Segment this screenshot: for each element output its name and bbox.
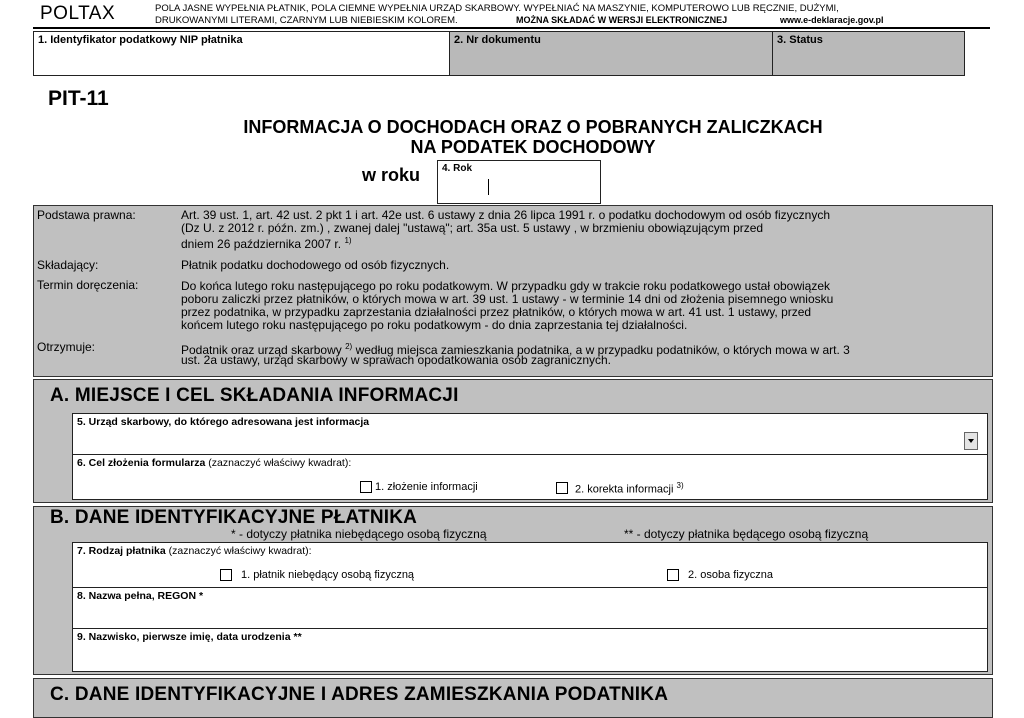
nip-label: 1. Identyfikator podatkowy NIP płatnika: [38, 34, 243, 46]
section-a-title: A. MIEJSCE I CEL SKŁADANIA INFORMACJI: [50, 385, 459, 406]
header-rule: [33, 27, 990, 29]
deadline-label: Termin doręczenia:: [37, 278, 139, 292]
status-field: [772, 31, 965, 76]
form-code: PIT-11: [48, 87, 109, 110]
payer-non-natural-checkbox[interactable]: [220, 569, 232, 581]
year-field[interactable]: [437, 160, 601, 204]
header-instructions-2: DRUKOWANYMI LITERAMI, CZARNYM LUB NIEBIESKIM KOLOREM.: [155, 15, 458, 26]
deadline-4: końcem lutego roku następującego po roku podatkowym - do dnia zaprzestania tej działalności.: [181, 318, 688, 332]
recipient-1: Podatnik oraz urząd skarbowy $^{2)}$ według miejsca zamieszkania podatnika, a w przypadku podatników, o których mowa w art. 3: [181, 342, 850, 357]
header-website-link[interactable]: www.e-deklaracje.gov.pl: [780, 15, 884, 25]
nip-field[interactable]: [33, 31, 451, 76]
deadline-1: Do końca lutego roku następującego po roku podatkowym. W przypadku gdy w trakcie roku podatkowego ustał obowiązek: [181, 279, 831, 293]
purpose-option-correction[interactable]: 2. korekta informacji $^{3)}$: [556, 481, 684, 496]
legal-basis-3: dniem 26 października 2007 r. $^{1)}$: [181, 236, 352, 251]
year-label: 4. Rok: [442, 163, 473, 174]
purpose-field: [72, 454, 988, 500]
payer-type-option-non-natural[interactable]: 1. płatnik niebędący osobą fizyczną: [220, 569, 414, 581]
tax-office-field[interactable]: [72, 413, 988, 455]
full-name-regon-field[interactable]: [72, 587, 988, 629]
payer-type-field: [72, 542, 988, 588]
deadline-2: poboru zaliczki przez płatników, o których mowa w art. 39 ust. 1 ustawy - w terminie 14 dni od złożenia pisemnego wniosku: [181, 292, 834, 306]
person-name-field[interactable]: [72, 628, 988, 672]
status-label: 3. Status: [777, 34, 823, 46]
legal-basis-label: Podstawa prawna:: [37, 208, 136, 222]
legal-basis-1: Art. 39 ust. 1, art. 42 ust. 2 pkt 1 i art. 42e ust. 6 ustawy z dnia 26 lipca 1991 r. o podatku dochodowym od osób fizycznych: [181, 208, 831, 222]
full-name-regon-label: 8. Nazwa pełna, REGON *: [77, 590, 204, 602]
payer-natural-checkbox[interactable]: [667, 569, 679, 581]
purpose-option-submit[interactable]: 1. złożenie informacji: [360, 481, 478, 493]
recipient-label: Otrzymuje:: [37, 340, 96, 354]
tax-office-label: 5. Urząd skarbowy, do którego adresowana jest informacja: [77, 416, 370, 428]
form-title-line1: INFORMACJA O DOCHODACH ORAZ O POBRANYCH ZALICZKACH: [243, 117, 823, 137]
tax-office-dropdown-button[interactable]: [964, 432, 978, 450]
deadline-3: przez podatnika, w przypadku zaprzestania działalności przez płatników, o których mowa w art. 41 ust. 1 ustawy, przed: [181, 305, 812, 319]
note-non-natural: * - dotyczy płatnika niebędącego osobą fizyczną: [231, 527, 487, 541]
purpose-submit-checkbox[interactable]: [360, 481, 372, 493]
section-b-title: B. DANE IDENTYFIKACYJNE PŁATNIKA: [50, 507, 418, 528]
header-electronic-note: MOŻNA SKŁADAĆ W WERSJI ELEKTRONICZNEJ: [516, 15, 728, 25]
note-natural: ** - dotyczy płatnika będącego osobą fizyczną: [624, 527, 869, 541]
doc-number-field: [449, 31, 774, 76]
year-prefix: w roku: [362, 165, 421, 185]
year-input-caret: [488, 179, 489, 195]
brand-logo: POLTAX: [40, 3, 116, 24]
form-title-line2: NA PODATEK DOCHODOWY: [410, 137, 656, 157]
doc-number-label: 2. Nr dokumentu: [454, 34, 541, 46]
purpose-label: 6. Cel złożenia formularza (zaznaczyć właściwy kwadrat):: [77, 457, 352, 469]
section-c-title: C. DANE IDENTYFIKACYJNE I ADRES ZAMIESZKANIA PODATNIKA: [50, 684, 669, 705]
purpose-correction-checkbox[interactable]: [556, 482, 568, 494]
submitter-text: Płatnik podatku dochodowego od osób fizycznych.: [181, 258, 450, 272]
chevron-down-icon: [965, 433, 977, 449]
legal-basis-2: (Dz U. z 2012 r. późn. zm.) , zwanej dalej "ustawą"; art. 35a ust. 5 ustawy , w brzmieniu obowiązującym przed: [181, 221, 764, 235]
recipient-2: ust. 2a ustawy, urząd skarbowy w sprawach opodatkowania osób zagranicznych.: [181, 353, 612, 367]
payer-type-label: 7. Rodzaj płatnika (zaznaczyć właściwy kwadrat):: [77, 545, 312, 557]
header-instructions-1: POLA JASNE WYPEŁNIA PŁATNIK, POLA CIEMNE WYPEŁNIA URZĄD SKARBOWY. WYPEŁNIAĆ NA MASZYNIE, KOMPUTEROWO LUB RĘCZNIE, DUŻYMI,: [155, 3, 839, 14]
person-name-label: 9. Nazwisko, pierwsze imię, data urodzenia **: [77, 631, 302, 643]
payer-type-option-natural[interactable]: 2. osoba fizyczna: [667, 569, 773, 581]
submitter-label: Składający:: [37, 258, 99, 272]
